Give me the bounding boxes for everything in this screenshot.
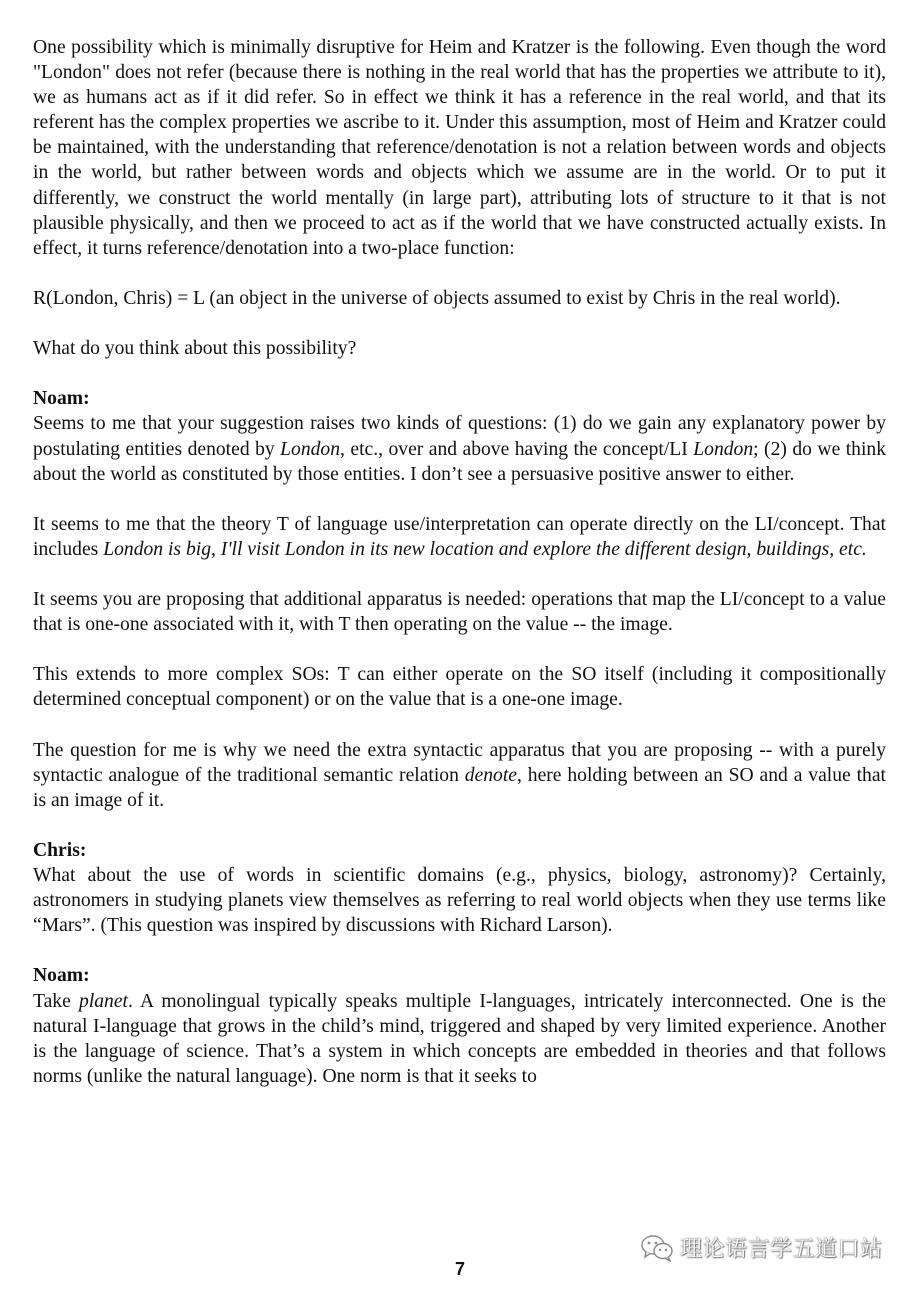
- paragraph-6: It seems you are proposing that additional apparatus is needed: operations that map the LI/concept to a value that is one-one associated with it, with T then operating on the value -- the image.: [33, 589, 886, 636]
- paragraph-9: [33, 838, 886, 938]
- italic-example: London is big: [103, 538, 211, 560]
- speaker-label: Chris:: [33, 840, 87, 861]
- text-run: Take: [33, 990, 80, 1012]
- paragraph-7: This extends to more complex SOs: T can either operate on the SO itself (including it compositionally determined conceptual component) or on the value that is a one-one image.: [33, 664, 886, 711]
- speaker-label: Noam:: [33, 965, 90, 987]
- paragraph-3: What do you think about this possibility?: [33, 338, 357, 360]
- page-number: 7: [454, 1259, 465, 1279]
- paragraph-5: [33, 512, 886, 562]
- watermark-text: 理论语言学五道口站: [680, 1237, 883, 1262]
- speaker-label: Noam:: [33, 388, 90, 410]
- paragraph-4: [33, 386, 886, 486]
- text-run: , etc., over and above having the concept/LI: [340, 438, 694, 460]
- italic-term: London: [693, 438, 754, 460]
- page-content: [33, 35, 886, 1089]
- italic-term: planet: [79, 990, 128, 1012]
- paragraph-1: One possibility which is minimally disruptive for Heim and Kratzer is the following. Even though the word "London" does not refer (because there is nothing in the real world that has the properties we attribute to it), we as humans act as if it did refer. So in effect we think it has a reference in the real world, and that its referent has the complex properties we ascribe to it. Under this assumption, most of Heim and Kratzer could be maintained, with the understanding that reference/denotation is not a relation between words and objects in the world, but rather between words and objects which we assume are in the world. Or to put it differently, we construct the world mentally (in large part), attributing lots of structure to it that is not plausible physically, and then we proceed to act as if the world that we have constructed actually exists. In effect, it turns reference/denotation into a two-place function:: [33, 37, 886, 259]
- text-run: Seems to me that your suggestion raises two kinds of questions: (1) do we gain any explanatory power by postulating entities denoted by: [33, 413, 886, 460]
- wechat-icon: [640, 1234, 674, 1262]
- paragraph-10: [33, 963, 886, 1088]
- text-run: The question for me is why we need the extra syntactic apparatus that you are proposing -- with a purely syntactic analogue of the traditional semantic relation: [33, 739, 886, 786]
- paragraph-2: R(London, Chris) = L (an object in the universe of objects assumed to exist by Chris in the real world).: [33, 287, 841, 309]
- text-run: What about the use of words in scientific domains (e.g., physics, biology, astronomy)? Certainly, astronomers in studying planets view themselves as referring to real world objects when they use terms like “Mars”. (This question was inspired by discussions with Richard Larson).: [33, 865, 886, 937]
- text-run: . A monolingual typically speaks multiple I-languages, intricately interconnected. One is the natural I-language that grows in the child’s mind, triggered and shaped by very limited experience. Another is the language of science. That’s a system in which concepts are embedded in theories and that follows norms (unlike the natural language). One norm is that it seeks to: [33, 990, 886, 1087]
- italic-example: I'll visit London in its new location and explore the different design, buildings, etc.: [220, 538, 867, 560]
- paragraph-8: [33, 738, 886, 813]
- text-run: ,: [211, 538, 221, 560]
- italic-term: London: [280, 438, 341, 460]
- italic-term: denote: [464, 764, 517, 786]
- text-run: , here holding between an SO and a value that is an image of it.: [33, 764, 886, 811]
- text-run: It seems to me that the theory T of language use/interpretation can operate directly on the LI/concept. That includes: [33, 513, 886, 560]
- text-run: ; (2) do we think about the world as constituted by those entities. I don’t see a persuasive positive answer to either.: [33, 438, 887, 485]
